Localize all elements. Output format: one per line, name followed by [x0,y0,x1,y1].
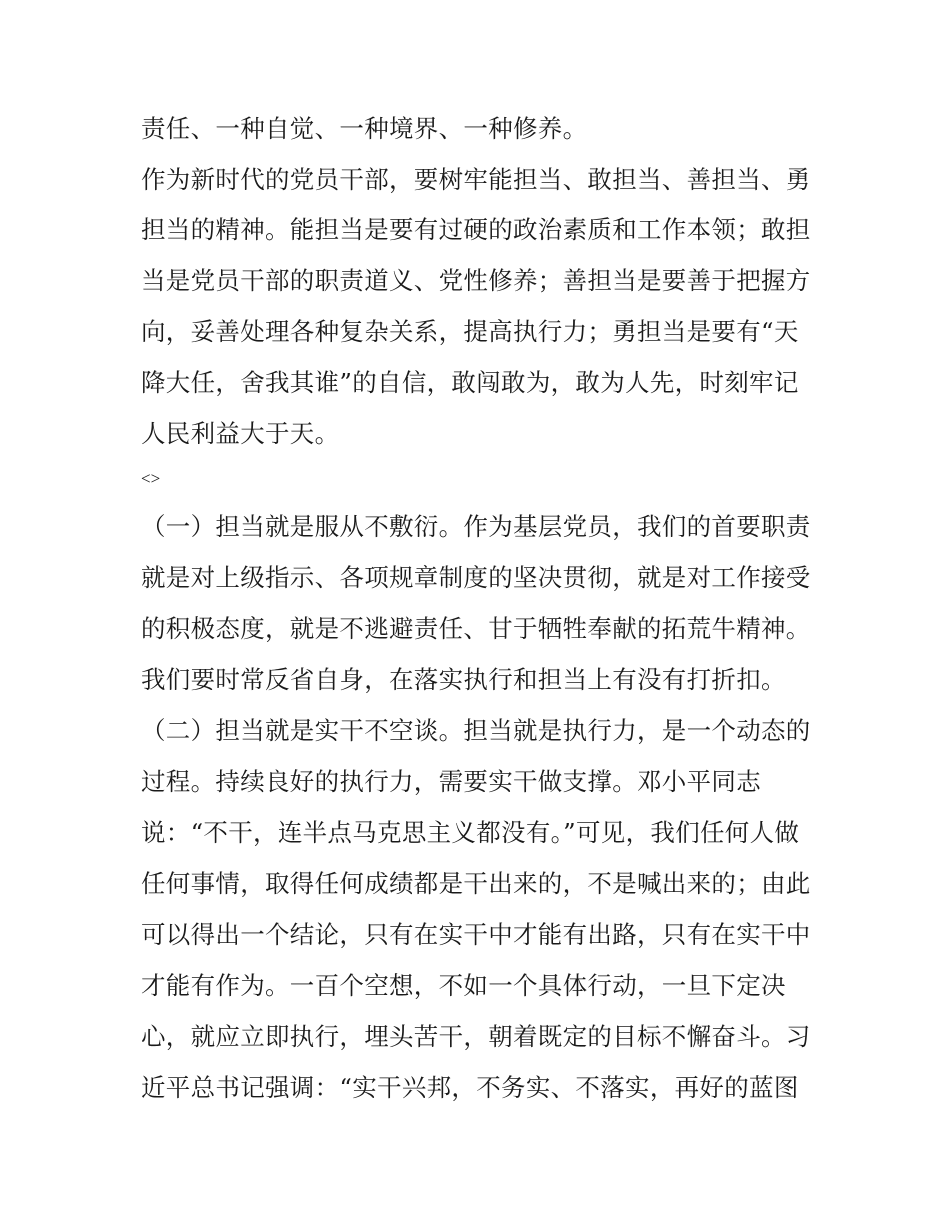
text-line: 降大任，舍我其谁”的自信，敢闯敢为，敢为人先，时刻牢记 [141,368,799,397]
text-line: （一）担当就是服从不敷衍。作为基层党员，我们的首要职责 [141,512,811,541]
text-line: 当是党员干部的职责道义、党性修养；善担当是要善于把握方 [141,266,811,295]
text-line: 才能有作为。一百个空想，不如一个具体行动，一旦下定决 [141,971,786,1000]
text-line: 作为新时代的党员干部，要树牢能担当、敢担当、善担当、勇 [141,165,811,194]
text-line: 担当的精神。能担当是要有过硬的政治素质和工作本领；敢担 [141,215,811,244]
text-line: （二）担当就是实干不空谈。担当就是执行力，是一个动态的 [141,716,811,745]
text-line: 近平总书记强调：“实干兴邦，不务实、不落实，再好的蓝图 [141,1073,799,1102]
text-line: 说：“不干，连半点马克思主义都没有。”可见，我们任何人做 [141,818,800,847]
section-marker: <> [141,469,161,488]
text-line: 我们要时常反省自身，在落实执行和担当上有没有打折扣。 [141,665,786,694]
text-line: 任何事情，取得任何成绩都是干出来的，不是喊出来的；由此 [141,869,811,898]
text-line: 向，妥善处理各种复杂关系，提高执行力；勇担当是要有“天 [141,317,799,346]
text-line: 人民利益大于天。 [141,419,340,448]
text-line: 心，就应立即执行，埋头苦干，朝着既定的目标不懈奋斗。习 [141,1022,811,1051]
text-line: 的积极态度，就是不逃避责任、甘于牺牲奉献的拓荒牛精神。 [141,614,811,643]
text-line: 就是对上级指示、各项规章制度的坚决贯彻，就是对工作接受 [141,563,811,592]
text-line: 责任、一种自觉、一种境界、一种修养。 [141,114,588,143]
text-line: 过程。持续良好的执行力，需要实干做支撑。邓小平同志 [141,767,761,796]
text-line: 可以得出一个结论，只有在实干中才能有出路，只有在实干中 [141,920,811,949]
